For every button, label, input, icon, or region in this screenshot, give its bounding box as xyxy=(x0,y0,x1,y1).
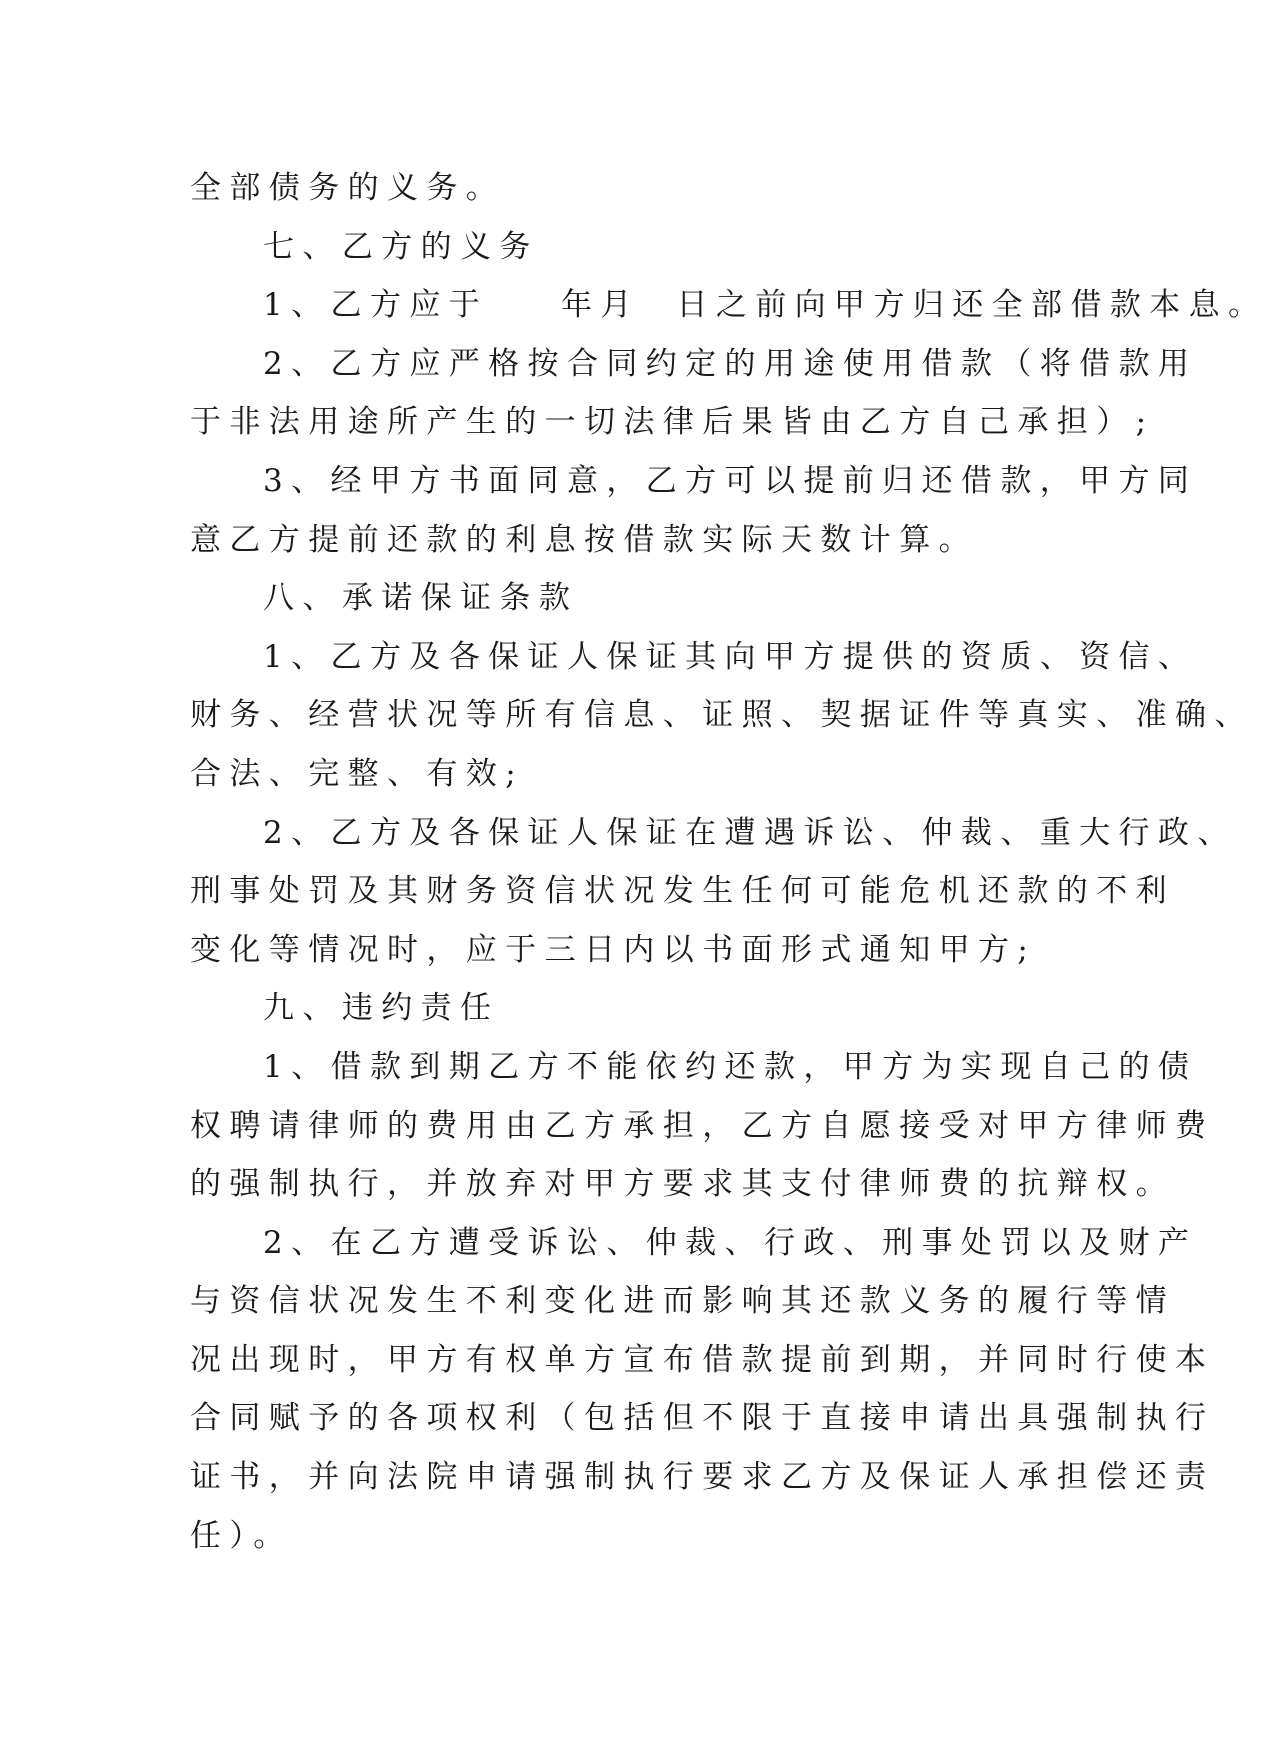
section-heading-9: 九、违约责任 xyxy=(190,990,500,1027)
document-body xyxy=(190,159,1267,1565)
text-line: 1、乙方及各保证人保证其向甲方提供的资质、资信、 xyxy=(190,638,1198,675)
section-heading-7: 七、乙方的义务 xyxy=(190,228,539,265)
text-line: 任）。 xyxy=(190,1517,293,1554)
text-line: 证书，并向法院申请强制执行要求乙方及保证人承担偿还责 xyxy=(190,1459,1215,1496)
text-line: 2、乙方及各保证人保证在遭遇诉讼、仲裁、重大行政、 xyxy=(190,814,1237,851)
text-line: 合同赋予的各项权利（包括但不限于直接申请出具强制执行 xyxy=(190,1400,1215,1437)
text-line: 况出现时，甲方有权单方宣布借款提前到期，并同时行使本 xyxy=(190,1341,1215,1378)
text-line: 的强制执行，并放弃对甲方要求其支付律师费的抗辩权。 xyxy=(190,1166,1175,1203)
text-line: 刑事处罚及其财务资信状况发生任何可能危机还款的不利 xyxy=(190,873,1175,910)
text-line: 合法、完整、有效; xyxy=(190,755,525,792)
text-line: 财务、经营状况等所有信息、证照、契据证件等真实、准确、 xyxy=(190,697,1254,734)
text-line: 全部债务的义务。 xyxy=(190,170,506,206)
text-line: 于非法用途所产生的一切法律后果皆由乙方自己承担）; xyxy=(190,404,1155,441)
section-heading-8: 八、承诺保证条款 xyxy=(190,580,579,617)
text-line: 3、经甲方书面同意，乙方可以提前归还借款，甲方同 xyxy=(190,462,1198,499)
text-line: 2、在乙方遭受诉讼、仲裁、行政、刑事处罚以及财产 xyxy=(190,1224,1198,1261)
text-line: 变化等情况时，应于三日内以书面形式通知甲方; xyxy=(190,931,1037,968)
text-line: 与资信状况发生不利变化进而影响其还款义务的履行等情 xyxy=(190,1283,1175,1320)
text-line: 2、乙方应严格按合同约定的用途使用借款（将借款用 xyxy=(190,345,1198,382)
text-line: 1、借款到期乙方不能依约还款，甲方为实现自己的债 xyxy=(190,1048,1198,1085)
text-line: 意乙方提前还款的利息按借款实际天数计算。 xyxy=(190,521,978,558)
text-line: 1、乙方应于 年月 日之前向甲方归还全部借款本息。 xyxy=(190,287,1267,324)
text-line: 权聘请律师的费用由乙方承担，乙方自愿接受对甲方律师费 xyxy=(190,1107,1215,1144)
